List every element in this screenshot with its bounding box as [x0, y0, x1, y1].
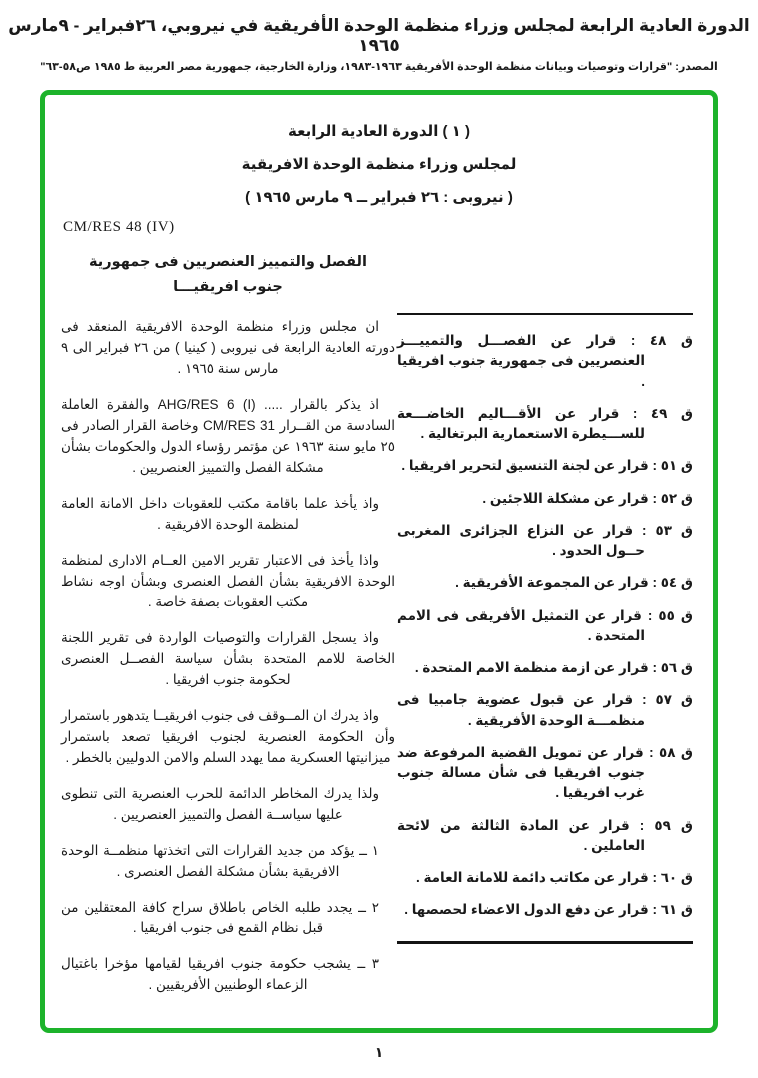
resolution-index-item	[397, 816, 693, 857]
article-paragraph: واذ يدرك ان المــوقف فى جنوب افريقيــا يتدهور باستمرار وأن الحكومة العنصرية لجنوب افريقيا تصعد باستمرار ميزانيتها العسكرية مما يهدد السلم والامن الدوليين بالخطر .	[61, 708, 395, 765]
resolution-text-bold: دفع	[565, 902, 591, 918]
index-top-rule	[397, 313, 693, 315]
resolution-index-item	[397, 331, 693, 392]
resolution-text: قرار عن المادة الثالثة من لائحة العاملين .	[397, 817, 645, 853]
resolution-text: قرار عن لجنة التنسيق لتحرير افريقيا .	[401, 458, 649, 474]
session-title-line-2: لمجلس وزراء منظمة الوحدة الافريقية	[241, 156, 517, 173]
article-paragraph: واذا يأخذ فى الاعتبار تقرير الامين العــام الادارى لمنظمة الوحدة الافريقية بشأن الفصل العنصرى وبشأن اوجه نشاط مكتب العقوبات بصفة خاصة .	[61, 552, 395, 610]
resolution-number: ق ٥٥ :	[647, 607, 693, 623]
resolution-text: قرار عن قبول عضوية جامبيا فى منظمـــة الوحدة الأفريقية .	[397, 692, 645, 728]
resolution-index-item	[397, 404, 693, 445]
article-paragraph: واذ يأخذ علما باقامة مكتب للعقوبات داخل الامانة العامة لمنظمة الوحدة الافريقية .	[61, 495, 379, 532]
resolution-index-item	[397, 606, 693, 647]
resolution-text: قرار عن مشكلة اللاجئين .	[482, 490, 649, 506]
resolution-text: قرار عن النزاع الجزائرى المغربى حــول الحدود .	[397, 522, 645, 558]
document-frame	[40, 90, 718, 1033]
session-title-line-3: ( نيروبى : ٢٦ فبراير ــ ٩ مارس ١٩٦٥ )	[245, 189, 513, 206]
resolution-number: ق ٥٦ :	[652, 660, 693, 675]
resolution-number: ق ٤٨ :	[630, 333, 693, 348]
resolution-number: ق ٦٠ :	[652, 870, 693, 885]
resolution-number: ق ٥٢ :	[652, 490, 693, 506]
resolution-number: ق ٥٨ :	[649, 744, 693, 760]
resolution-index-item	[397, 743, 693, 804]
resolution-text: قرار عن تمويل القضية المرفوعة ضد جنوب افريقيا فى شأن مسالة جنوب غرب افريقيا .	[397, 744, 645, 801]
resolution-index-item	[397, 521, 693, 562]
resolutions-index-column	[397, 313, 693, 944]
resolution-text: قرار عن ازمة منظمة الامم المتحدة .	[414, 660, 649, 675]
resolution-number: ق ٥٧ :	[642, 692, 693, 708]
resolution-index-item	[397, 573, 693, 593]
resolution-text: قرار عن مكاتب دائمة للامانة العامة .	[415, 870, 649, 885]
resolution-text: قرار عن التمثيل الأفريقى فى الامم المتحدة .	[397, 607, 645, 643]
resolution-number: ق ٥٤ :	[652, 575, 693, 591]
resolution-number: ق ٥١ :	[652, 458, 693, 474]
resolution-text-prefix: قرار عن	[590, 902, 649, 918]
resolution-number: ق ٤٩ :	[632, 405, 693, 421]
resolution-text-suffix: الدول الاعضاء لحصصها .	[404, 902, 566, 918]
page-header-title: الدورة العادية الرابعة لمجلس وزراء منظمة الوحدة الأفريقية في نيروبي، ٢٦فبراير - ٩مارس ١٩٦٥	[8, 16, 750, 55]
article-paragraph-numbered-2: ٢ ــ يجدد طلبه الخاص باطلاق سراح كافة المعتقلين من قبل نظام القمع فى جنوب افريقيا .	[61, 899, 379, 936]
session-title	[45, 115, 713, 214]
resolution-index-item	[397, 489, 693, 509]
article-paragraph-numbered-3: ٣ ــ يشجب حكومة جنوب افريقيا لقيامها مؤخرا باغتيال الزعماء الوطنيين الأفريقيين .	[61, 956, 379, 993]
main-article-column	[61, 219, 395, 1011]
resolution-text: قرار عن المجموعة الأفريقية .	[455, 575, 649, 591]
article-paragraph: واذ يسجل القرارات والتوصيات الواردة فى تقرير اللجنة الخاصة للامم المتحدة بشأن سياسة الفصــل العنصرى لحكومة جنوب افريقيا .	[61, 630, 395, 688]
resolution-index-item	[397, 456, 693, 476]
source-line: المصدر: "قرارات وتوصيات وبيانات منظمة الوحدة الأفريقية ١٩٦٣-١٩٨٣، وزارة الخارجية، جمهورية مصر العربية ط ١٩٨٥ ص٥٨-٦٣"	[40, 61, 718, 73]
document-reference: CM/RES 48 (IV)	[63, 219, 175, 235]
resolution-number: ق ٥٩ :	[639, 817, 693, 833]
article-paragraph: ولذا يدرك المخاطر الدائمة للحرب العنصرية التى تنطوى عليها سياســة الفصل والتمييز العنصريين .	[61, 785, 379, 822]
resolution-text: قرار عن الأقـــاليم الخاضـــعة للســـيطرة الاستعمارية البرتغالية .	[397, 405, 645, 441]
resolution-number: ق ٦١ :	[652, 902, 693, 918]
article-paragraph: اذ يذكر بالقرار ..... ‎AHG/RES 6 (I)‎ والفقرة العاملة السادسة من القــرار ‎CM/RES 31‎ وخاصة القرار الصادر فى ٢٥ مايو سنة ١٩٦٣ عن مؤتمر رؤساء الدول والحكومات بشأن مشكلة الفصل والتمييز العنصريين .	[61, 397, 395, 475]
session-title-line-1: ( ١ ) الدورة العادية الرابعة	[288, 123, 470, 140]
resolution-index-item	[397, 868, 693, 888]
resolution-index-item	[397, 690, 693, 731]
resolution-index-item	[397, 658, 693, 678]
resolution-index-item	[397, 900, 693, 920]
resolution-number: ق ٥٣ :	[642, 522, 693, 538]
page-number: ١	[374, 1044, 384, 1060]
resolution-text: قرار عن الفصـــل والتمييـــز العنصريين فى جمهورية جنوب افريقيا .	[397, 333, 645, 389]
article-paragraph: ان مجلس وزراء منظمة الوحدة الافريقية المنعقد فى دورته العادية الرابعة فى نيروبى ( كينيا ) من ٢٦ فبراير الى ٩ مارس سنة ١٩٦٥ .	[61, 319, 395, 377]
article-heading: الفصل والتمييز العنصريين فى جمهورية جنوب افريقيـــا	[89, 254, 367, 295]
index-bottom-rule	[397, 941, 693, 944]
article-paragraph-numbered-1: ١ ــ يؤكد من جديد القرارات التى اتخذتها منظمــة الوحدة الافريقية بشأن مشكلة الفصل العنصرى .	[61, 842, 379, 879]
